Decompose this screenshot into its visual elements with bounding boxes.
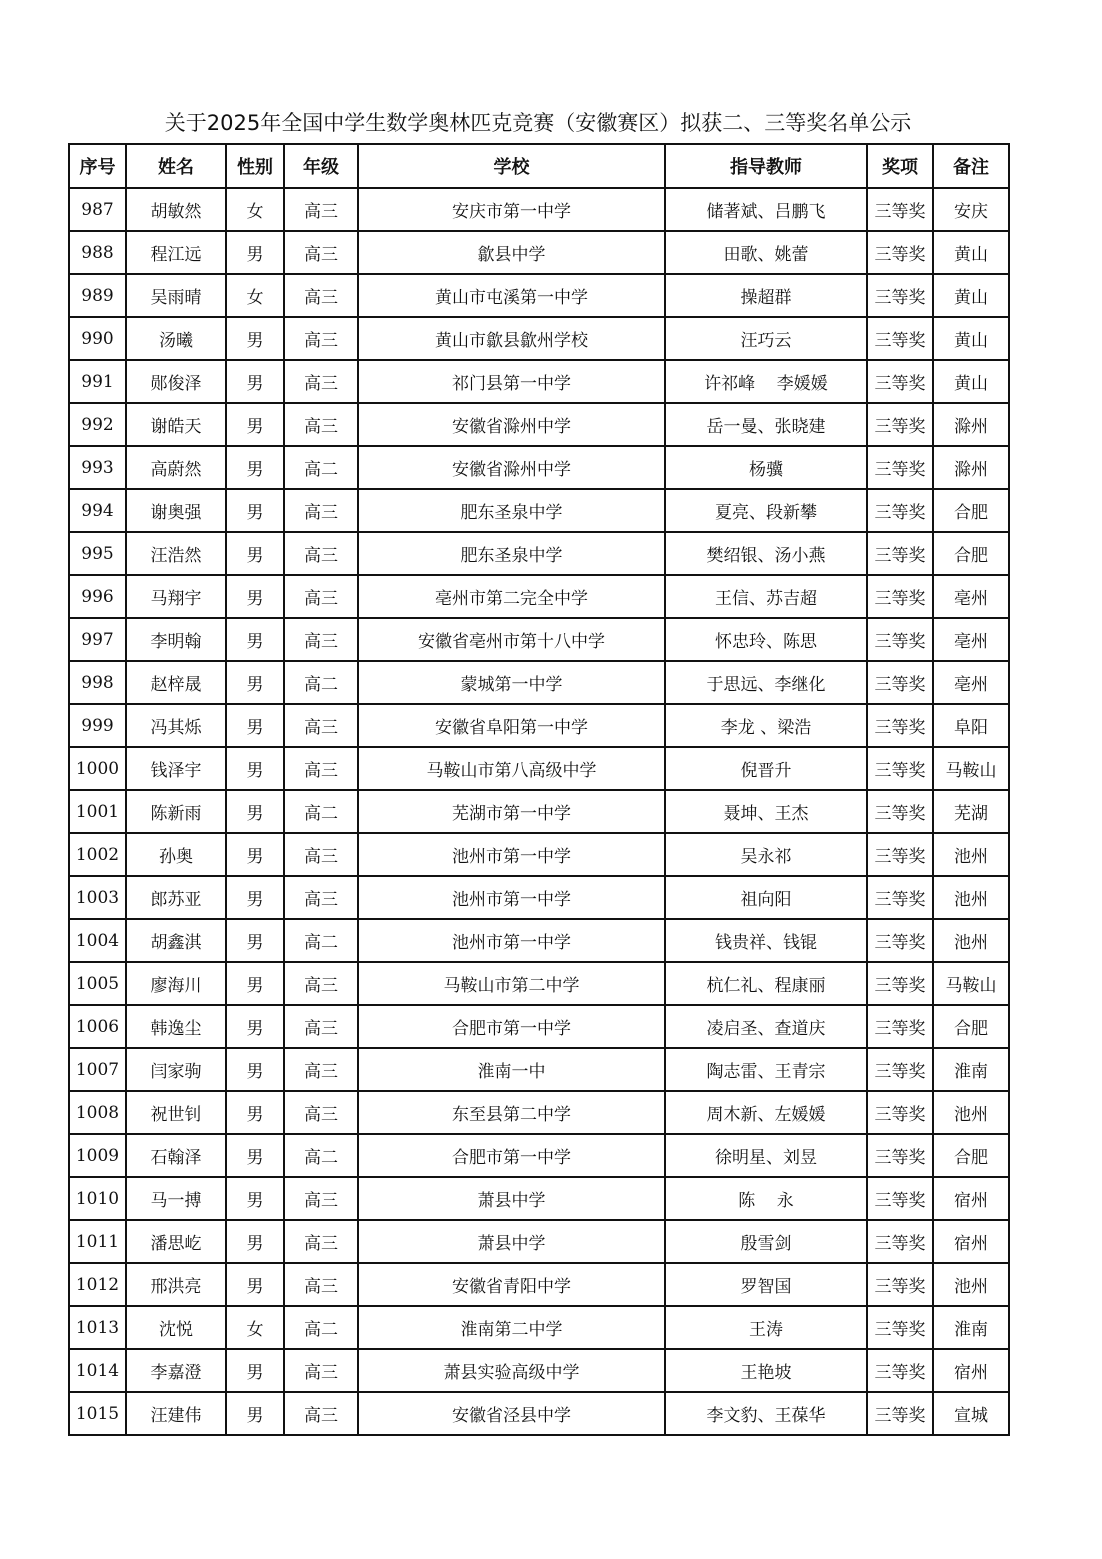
- cell-teacher: 许祁峰 李媛媛: [665, 360, 867, 403]
- cell-gender: 男: [226, 1263, 284, 1306]
- cell-grade: 高二: [284, 446, 358, 489]
- cell-grade: 高三: [284, 618, 358, 661]
- cell-remark: 池州: [933, 1091, 1009, 1134]
- cell-grade: 高三: [284, 532, 358, 575]
- table-row: [69, 1091, 1009, 1134]
- cell-gender: 女: [226, 274, 284, 317]
- cell-serial: 1005: [69, 962, 126, 1005]
- table-row: [69, 188, 1009, 231]
- cell-grade: 高三: [284, 1177, 358, 1220]
- cell-school: 安庆市第一中学: [358, 188, 665, 231]
- cell-teacher: 吴永祁: [665, 833, 867, 876]
- cell-remark: 淮南: [933, 1048, 1009, 1091]
- cell-remark: 宣城: [933, 1392, 1009, 1435]
- cell-serial: 989: [69, 274, 126, 317]
- cell-teacher: 王涛: [665, 1306, 867, 1349]
- cell-name: 高蔚然: [126, 446, 226, 489]
- table-row: [69, 317, 1009, 360]
- cell-gender: 男: [226, 876, 284, 919]
- cell-school: 萧县实验高级中学: [358, 1349, 665, 1392]
- cell-gender: 男: [226, 962, 284, 1005]
- cell-serial: 991: [69, 360, 126, 403]
- cell-school: 肥东圣泉中学: [358, 532, 665, 575]
- cell-serial: 1006: [69, 1005, 126, 1048]
- table-row: [69, 274, 1009, 317]
- table-body: [69, 188, 1009, 1435]
- cell-name: 胡敏然: [126, 188, 226, 231]
- table-row: [69, 790, 1009, 833]
- header-gender: 性别: [226, 144, 284, 188]
- cell-teacher: 李文豹、王葆华: [665, 1392, 867, 1435]
- cell-award: 三等奖: [867, 403, 933, 446]
- cell-school: 祁门县第一中学: [358, 360, 665, 403]
- table-row: [69, 1392, 1009, 1435]
- table-row: [69, 1134, 1009, 1177]
- cell-serial: 1004: [69, 919, 126, 962]
- table-row: [69, 833, 1009, 876]
- cell-teacher: 于思远、李继化: [665, 661, 867, 704]
- cell-award: 三等奖: [867, 360, 933, 403]
- cell-remark: 阜阳: [933, 704, 1009, 747]
- cell-teacher: 杭仁礼、程康丽: [665, 962, 867, 1005]
- cell-grade: 高二: [284, 661, 358, 704]
- table-row: [69, 1306, 1009, 1349]
- cell-award: 三等奖: [867, 575, 933, 618]
- cell-remark: 池州: [933, 1263, 1009, 1306]
- cell-remark: 黄山: [933, 317, 1009, 360]
- cell-serial: 988: [69, 231, 126, 274]
- cell-school: 肥东圣泉中学: [358, 489, 665, 532]
- cell-teacher: 操超群: [665, 274, 867, 317]
- cell-teacher: 怀忠玲、陈思: [665, 618, 867, 661]
- cell-gender: 女: [226, 188, 284, 231]
- cell-name: 石翰泽: [126, 1134, 226, 1177]
- cell-grade: 高三: [284, 188, 358, 231]
- table-row: [69, 489, 1009, 532]
- cell-name: 汤曦: [126, 317, 226, 360]
- cell-name: 郧俊泽: [126, 360, 226, 403]
- table-row: [69, 876, 1009, 919]
- cell-gender: 男: [226, 1177, 284, 1220]
- cell-remark: 合肥: [933, 489, 1009, 532]
- cell-name: 胡鑫淇: [126, 919, 226, 962]
- cell-teacher: 田歌、姚蕾: [665, 231, 867, 274]
- cell-gender: 男: [226, 317, 284, 360]
- cell-gender: 男: [226, 618, 284, 661]
- cell-serial: 995: [69, 532, 126, 575]
- table-row: [69, 1220, 1009, 1263]
- cell-school: 马鞍山市第二中学: [358, 962, 665, 1005]
- cell-name: 廖海川: [126, 962, 226, 1005]
- cell-teacher: 樊绍银、汤小燕: [665, 532, 867, 575]
- header-school: 学校: [358, 144, 665, 188]
- cell-school: 淮南一中: [358, 1048, 665, 1091]
- cell-gender: 男: [226, 446, 284, 489]
- cell-remark: 池州: [933, 876, 1009, 919]
- cell-serial: 1008: [69, 1091, 126, 1134]
- cell-remark: 滁州: [933, 403, 1009, 446]
- cell-award: 三等奖: [867, 1134, 933, 1177]
- header-serial: 序号: [69, 144, 126, 188]
- cell-grade: 高三: [284, 575, 358, 618]
- cell-teacher: 陶志雷、王青宗: [665, 1048, 867, 1091]
- cell-teacher: 杨骥: [665, 446, 867, 489]
- cell-serial: 990: [69, 317, 126, 360]
- cell-name: 汪浩然: [126, 532, 226, 575]
- cell-name: 李明翰: [126, 618, 226, 661]
- cell-teacher: 倪晋升: [665, 747, 867, 790]
- cell-award: 三等奖: [867, 790, 933, 833]
- cell-gender: 男: [226, 489, 284, 532]
- cell-remark: 合肥: [933, 1134, 1009, 1177]
- cell-award: 三等奖: [867, 1263, 933, 1306]
- cell-gender: 男: [226, 919, 284, 962]
- cell-name: 郎苏亚: [126, 876, 226, 919]
- cell-grade: 高二: [284, 919, 358, 962]
- cell-name: 陈新雨: [126, 790, 226, 833]
- cell-name: 潘思屹: [126, 1220, 226, 1263]
- cell-award: 三等奖: [867, 532, 933, 575]
- cell-award: 三等奖: [867, 188, 933, 231]
- cell-name: 闫家驹: [126, 1048, 226, 1091]
- cell-teacher: 李龙 、梁浩: [665, 704, 867, 747]
- cell-school: 池州市第一中学: [358, 833, 665, 876]
- cell-grade: 高三: [284, 747, 358, 790]
- cell-gender: 男: [226, 575, 284, 618]
- cell-remark: 黄山: [933, 274, 1009, 317]
- cell-serial: 1003: [69, 876, 126, 919]
- cell-award: 三等奖: [867, 446, 933, 489]
- cell-serial: 1012: [69, 1263, 126, 1306]
- cell-grade: 高三: [284, 962, 358, 1005]
- cell-name: 吴雨晴: [126, 274, 226, 317]
- cell-gender: 男: [226, 231, 284, 274]
- cell-serial: 999: [69, 704, 126, 747]
- cell-award: 三等奖: [867, 1005, 933, 1048]
- cell-school: 池州市第一中学: [358, 919, 665, 962]
- table-row: [69, 1349, 1009, 1392]
- header-name: 姓名: [126, 144, 226, 188]
- cell-award: 三等奖: [867, 833, 933, 876]
- cell-remark: 黄山: [933, 231, 1009, 274]
- cell-grade: 高三: [284, 833, 358, 876]
- cell-teacher: 王艳坡: [665, 1349, 867, 1392]
- cell-teacher: 储著斌、吕鹏飞: [665, 188, 867, 231]
- cell-name: 谢奥强: [126, 489, 226, 532]
- cell-teacher: 祖向阳: [665, 876, 867, 919]
- cell-award: 三等奖: [867, 704, 933, 747]
- cell-gender: 女: [226, 1306, 284, 1349]
- cell-name: 冯其烁: [126, 704, 226, 747]
- cell-award: 三等奖: [867, 1048, 933, 1091]
- cell-serial: 1013: [69, 1306, 126, 1349]
- cell-grade: 高三: [284, 317, 358, 360]
- cell-gender: 男: [226, 1349, 284, 1392]
- cell-serial: 1009: [69, 1134, 126, 1177]
- cell-school: 蒙城第一中学: [358, 661, 665, 704]
- cell-remark: 宿州: [933, 1349, 1009, 1392]
- cell-school: 萧县中学: [358, 1220, 665, 1263]
- cell-serial: 992: [69, 403, 126, 446]
- cell-serial: 998: [69, 661, 126, 704]
- cell-grade: 高三: [284, 876, 358, 919]
- cell-remark: 合肥: [933, 532, 1009, 575]
- cell-teacher: 凌启圣、查道庆: [665, 1005, 867, 1048]
- cell-remark: 马鞍山: [933, 962, 1009, 1005]
- cell-teacher: 徐明星、刘昱: [665, 1134, 867, 1177]
- cell-grade: 高三: [284, 360, 358, 403]
- cell-remark: 芜湖: [933, 790, 1009, 833]
- cell-school: 歙县中学: [358, 231, 665, 274]
- cell-gender: 男: [226, 360, 284, 403]
- table-row: [69, 1048, 1009, 1091]
- cell-name: 马一搏: [126, 1177, 226, 1220]
- cell-name: 邢洪亮: [126, 1263, 226, 1306]
- cell-serial: 1011: [69, 1220, 126, 1263]
- cell-serial: 1014: [69, 1349, 126, 1392]
- cell-award: 三等奖: [867, 489, 933, 532]
- cell-remark: 亳州: [933, 661, 1009, 704]
- cell-serial: 994: [69, 489, 126, 532]
- cell-name: 汪建伟: [126, 1392, 226, 1435]
- cell-name: 赵梓晟: [126, 661, 226, 704]
- table-row: [69, 446, 1009, 489]
- table-row: [69, 704, 1009, 747]
- cell-school: 马鞍山市第八高级中学: [358, 747, 665, 790]
- cell-serial: 1007: [69, 1048, 126, 1091]
- table-row: [69, 1005, 1009, 1048]
- cell-serial: 1002: [69, 833, 126, 876]
- cell-school: 安徽省亳州市第十八中学: [358, 618, 665, 661]
- cell-teacher: 陈 永: [665, 1177, 867, 1220]
- cell-remark: 宿州: [933, 1220, 1009, 1263]
- cell-grade: 高三: [284, 1048, 358, 1091]
- cell-name: 沈悦: [126, 1306, 226, 1349]
- cell-serial: 1010: [69, 1177, 126, 1220]
- cell-school: 合肥市第一中学: [358, 1005, 665, 1048]
- cell-name: 李嘉澄: [126, 1349, 226, 1392]
- cell-teacher: 周木新、左媛媛: [665, 1091, 867, 1134]
- cell-name: 祝世钊: [126, 1091, 226, 1134]
- cell-name: 钱泽宇: [126, 747, 226, 790]
- cell-teacher: 岳一曼、张晓建: [665, 403, 867, 446]
- cell-grade: 高三: [284, 1091, 358, 1134]
- cell-remark: 宿州: [933, 1177, 1009, 1220]
- header-teacher: 指导教师: [665, 144, 867, 188]
- cell-grade: 高三: [284, 489, 358, 532]
- award-list-table: [68, 143, 1010, 1436]
- table-row: [69, 747, 1009, 790]
- cell-grade: 高三: [284, 1005, 358, 1048]
- cell-remark: 马鞍山: [933, 747, 1009, 790]
- table-row: [69, 575, 1009, 618]
- cell-name: 马翔宇: [126, 575, 226, 618]
- cell-remark: 安庆: [933, 188, 1009, 231]
- cell-name: 程江远: [126, 231, 226, 274]
- cell-serial: 996: [69, 575, 126, 618]
- table-row: [69, 661, 1009, 704]
- cell-name: 谢皓天: [126, 403, 226, 446]
- table-row: [69, 618, 1009, 661]
- cell-award: 三等奖: [867, 1306, 933, 1349]
- cell-remark: 合肥: [933, 1005, 1009, 1048]
- cell-grade: 高三: [284, 403, 358, 446]
- cell-gender: 男: [226, 1392, 284, 1435]
- cell-school: 萧县中学: [358, 1177, 665, 1220]
- cell-school: 淮南第二中学: [358, 1306, 665, 1349]
- cell-school: 安徽省滁州中学: [358, 403, 665, 446]
- cell-teacher: 夏亮、段新攀: [665, 489, 867, 532]
- cell-gender: 男: [226, 1005, 284, 1048]
- table-header-row: [69, 144, 1009, 188]
- cell-school: 安徽省滁州中学: [358, 446, 665, 489]
- cell-gender: 男: [226, 532, 284, 575]
- table-row: [69, 403, 1009, 446]
- cell-grade: 高三: [284, 1263, 358, 1306]
- cell-name: 韩逸尘: [126, 1005, 226, 1048]
- cell-serial: 1001: [69, 790, 126, 833]
- cell-serial: 997: [69, 618, 126, 661]
- cell-remark: 淮南: [933, 1306, 1009, 1349]
- cell-award: 三等奖: [867, 876, 933, 919]
- cell-grade: 高三: [284, 1349, 358, 1392]
- cell-remark: 池州: [933, 833, 1009, 876]
- cell-teacher: 汪巧云: [665, 317, 867, 360]
- cell-award: 三等奖: [867, 1220, 933, 1263]
- cell-teacher: 罗智国: [665, 1263, 867, 1306]
- table-row: [69, 962, 1009, 1005]
- cell-remark: 池州: [933, 919, 1009, 962]
- cell-gender: 男: [226, 1091, 284, 1134]
- cell-gender: 男: [226, 403, 284, 446]
- table-row: [69, 1177, 1009, 1220]
- cell-award: 三等奖: [867, 317, 933, 360]
- cell-serial: 987: [69, 188, 126, 231]
- cell-award: 三等奖: [867, 231, 933, 274]
- cell-grade: 高三: [284, 1220, 358, 1263]
- cell-gender: 男: [226, 747, 284, 790]
- cell-grade: 高三: [284, 231, 358, 274]
- cell-award: 三等奖: [867, 1091, 933, 1134]
- cell-award: 三等奖: [867, 919, 933, 962]
- cell-gender: 男: [226, 833, 284, 876]
- cell-award: 三等奖: [867, 1349, 933, 1392]
- header-grade: 年级: [284, 144, 358, 188]
- cell-grade: 高二: [284, 790, 358, 833]
- table-row: [69, 532, 1009, 575]
- table-row: [69, 1263, 1009, 1306]
- cell-serial: 993: [69, 446, 126, 489]
- cell-gender: 男: [226, 790, 284, 833]
- table-row: [69, 360, 1009, 403]
- cell-school: 安徽省阜阳第一中学: [358, 704, 665, 747]
- cell-remark: 亳州: [933, 575, 1009, 618]
- cell-school: 合肥市第一中学: [358, 1134, 665, 1177]
- cell-award: 三等奖: [867, 1392, 933, 1435]
- cell-grade: 高三: [284, 1392, 358, 1435]
- cell-school: 东至县第二中学: [358, 1091, 665, 1134]
- cell-award: 三等奖: [867, 962, 933, 1005]
- cell-remark: 亳州: [933, 618, 1009, 661]
- cell-award: 三等奖: [867, 661, 933, 704]
- cell-gender: 男: [226, 1220, 284, 1263]
- cell-remark: 黄山: [933, 360, 1009, 403]
- cell-award: 三等奖: [867, 747, 933, 790]
- cell-school: 安徽省泾县中学: [358, 1392, 665, 1435]
- cell-name: 孙奥: [126, 833, 226, 876]
- cell-school: 池州市第一中学: [358, 876, 665, 919]
- cell-gender: 男: [226, 1134, 284, 1177]
- cell-serial: 1000: [69, 747, 126, 790]
- cell-grade: 高三: [284, 704, 358, 747]
- cell-school: 安徽省青阳中学: [358, 1263, 665, 1306]
- cell-grade: 高二: [284, 1134, 358, 1177]
- cell-award: 三等奖: [867, 618, 933, 661]
- cell-school: 黄山市歙县歙州学校: [358, 317, 665, 360]
- table-row: [69, 919, 1009, 962]
- cell-school: 亳州市第二完全中学: [358, 575, 665, 618]
- cell-serial: 1015: [69, 1392, 126, 1435]
- cell-school: 芜湖市第一中学: [358, 790, 665, 833]
- cell-gender: 男: [226, 704, 284, 747]
- cell-grade: 高三: [284, 274, 358, 317]
- header-remark: 备注: [933, 144, 1009, 188]
- header-award: 奖项: [867, 144, 933, 188]
- cell-award: 三等奖: [867, 274, 933, 317]
- cell-teacher: 钱贵祥、钱锟: [665, 919, 867, 962]
- cell-gender: 男: [226, 1048, 284, 1091]
- cell-award: 三等奖: [867, 1177, 933, 1220]
- document-title: 关于2025年全国中学生数学奥林匹克竞赛（安徽赛区）拟获二、三等奖名单公示: [164, 111, 912, 135]
- cell-remark: 滁州: [933, 446, 1009, 489]
- cell-grade: 高二: [284, 1306, 358, 1349]
- cell-gender: 男: [226, 661, 284, 704]
- cell-teacher: 聂坤、王杰: [665, 790, 867, 833]
- cell-teacher: 王信、苏吉超: [665, 575, 867, 618]
- table-row: [69, 231, 1009, 274]
- cell-teacher: 殷雪剑: [665, 1220, 867, 1263]
- cell-school: 黄山市屯溪第一中学: [358, 274, 665, 317]
